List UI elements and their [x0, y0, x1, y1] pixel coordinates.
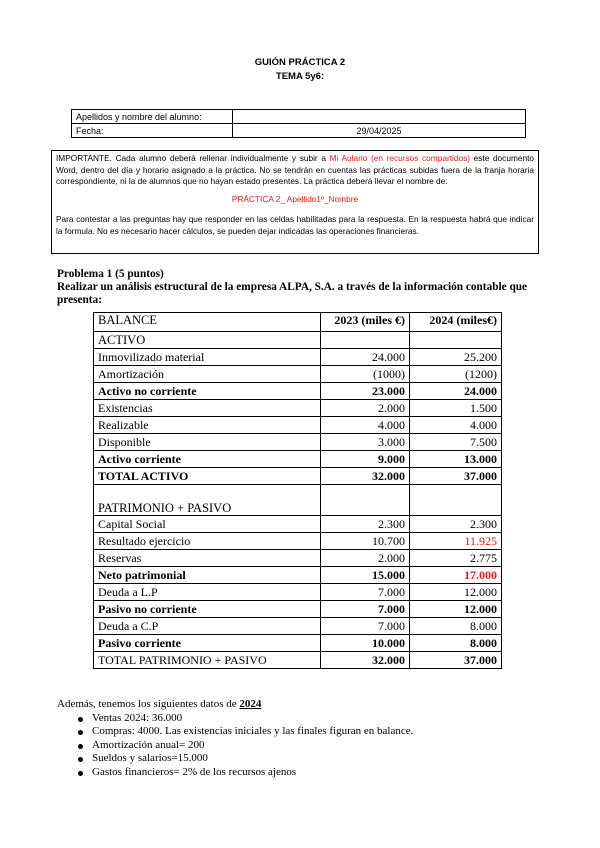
problem-title: Problema 1 (5 puntos) [57, 268, 164, 280]
row-2023: (1000) [321, 366, 410, 383]
student-name-label: Apellidos y nombre del alumno: [72, 110, 233, 124]
row-2023: 2.300 [321, 516, 410, 533]
row-2023 [321, 485, 410, 516]
intro-text: Además, tenemos los siguientes datos de [57, 698, 240, 710]
date-row [72, 124, 526, 138]
table-row [94, 349, 502, 366]
table-row [94, 468, 502, 485]
row-2024: 2.775 [410, 550, 502, 567]
row-2024: 37.000 [410, 468, 502, 485]
notice-paragraph-2: Para contestar a las preguntas hay que responder en las celdas habilitadas para la respuesta. En la respuesta habrá que indicar la formula. No es necesario hacer cálculos, se pueden dejar indicadas las operaciones financieras. [56, 214, 534, 236]
row-label: Resultado ejercicio [94, 533, 321, 550]
row-label: Neto patrimonial [94, 567, 321, 584]
notice-filename: PRÁCTICA 2_ Apellido1º_Nombre [231, 193, 359, 204]
bullet-icon [78, 771, 83, 776]
row-label: Amortización [94, 366, 321, 383]
row-2023: 7.000 [321, 601, 410, 618]
row-2024: (1200) [410, 366, 502, 383]
row-2023: 10.000 [321, 635, 410, 652]
list-item [92, 752, 577, 766]
table-row [94, 383, 502, 400]
row-label: PATRIMONIO + PASIVO [94, 485, 321, 516]
notice-paragraph-1 [56, 153, 534, 188]
bullet-icon [78, 730, 83, 735]
row-2024: 4.000 [410, 417, 502, 434]
row-2023: 7.000 [321, 584, 410, 601]
table-row [94, 550, 502, 567]
row-2024: 11.925 [410, 533, 502, 550]
row-2024: 24.000 [410, 383, 502, 400]
table-row [94, 652, 502, 669]
bullet-icon [78, 717, 83, 722]
row-2024 [410, 332, 502, 349]
row-2023: 23.000 [321, 383, 410, 400]
balance-header-row [94, 313, 502, 332]
table-row [94, 567, 502, 584]
row-2023: 7.000 [321, 618, 410, 635]
row-label: Deuda a L.P [94, 584, 321, 601]
row-label: Activo no corriente [94, 383, 321, 400]
row-label: Realizable [94, 417, 321, 434]
row-label: Activo corriente [94, 451, 321, 468]
table-row [94, 451, 502, 468]
row-label: Disponible [94, 434, 321, 451]
notice-text-a: IMPORTANTE. Cada alumno deberá rellenar individualmente y subir a [56, 153, 330, 163]
row-2023: 2.000 [321, 400, 410, 417]
list-item [92, 766, 577, 780]
row-2024: 2.300 [410, 516, 502, 533]
row-2023: 32.000 [321, 652, 410, 669]
intro-year: 2024 [239, 698, 262, 710]
data-list [57, 712, 577, 780]
row-2023: 24.000 [321, 349, 410, 366]
row-2024: 7.500 [410, 434, 502, 451]
row-label: Capital Social [94, 516, 321, 533]
table-row [94, 533, 502, 550]
list-item [92, 739, 577, 753]
row-2024: 8.000 [410, 618, 502, 635]
additional-data-intro [57, 698, 577, 712]
row-2023: 3.000 [321, 434, 410, 451]
row-2024: 25.200 [410, 349, 502, 366]
row-2023: 15.000 [321, 567, 410, 584]
row-2024: 12.000 [410, 601, 502, 618]
table-row [94, 332, 502, 349]
student-info-table [71, 109, 526, 138]
table-row [94, 485, 502, 516]
table-row [94, 417, 502, 434]
list-item-text: Sueldos y salarios=15.000 [92, 752, 208, 765]
student-name-field[interactable] [233, 110, 526, 124]
row-2023: 2.000 [321, 550, 410, 567]
balance-table [93, 312, 502, 669]
list-item-text: Amortización anual= 200 [92, 738, 205, 751]
list-item-text: Compras: 4000. Las existencias iniciales y las finales figuran en balance. [92, 725, 414, 738]
row-label: Inmovilizado material [94, 349, 321, 366]
document-subtitle: TEMA 5y6: [275, 71, 325, 82]
balance-header-2024: 2024 (miles€) [410, 313, 502, 332]
list-item [92, 725, 577, 739]
student-name-row [72, 110, 526, 124]
row-2023: 9.000 [321, 451, 410, 468]
bullet-icon [78, 757, 83, 762]
row-2024: 1.500 [410, 400, 502, 417]
table-row [94, 618, 502, 635]
problem-statement: Realizar un análisis estructural de la empresa ALPA, S.A. a través de la información contable que presenta: [57, 281, 528, 306]
notice-text-b: este documento Word, dentro del día y horario asignado a la práctica. No se tendrán en cuentas las prácticas subidas fuera de la franja horaria correspondiente, ni la de alumnos que no hayan estado presentes. La práctica deberá llevar el nombre de: [56, 153, 534, 187]
row-2024: 8.000 [410, 635, 502, 652]
list-item-text: Gastos financieros= 2% de los recursos ajenos [92, 765, 297, 778]
row-label: Deuda a C.P [94, 618, 321, 635]
document-title: GUIÓN PRÁCTICA 2 [254, 57, 346, 68]
table-row [94, 400, 502, 417]
table-row [94, 584, 502, 601]
table-row [94, 635, 502, 652]
date-label: Fecha: [72, 124, 233, 138]
row-2023: 4.000 [321, 417, 410, 434]
row-2023: 32.000 [321, 468, 410, 485]
problem-1 [57, 268, 557, 307]
list-item-text: Ventas 2024: 36.000 [92, 711, 183, 724]
row-label: ACTIVO [94, 332, 321, 349]
table-row [94, 601, 502, 618]
row-2024: 37.000 [410, 652, 502, 669]
list-item [92, 712, 577, 726]
row-2024: 12.000 [410, 584, 502, 601]
notice-highlight: Mi Aulario (en recursos compartidos) [329, 153, 470, 163]
row-2024 [410, 485, 502, 516]
row-label: Existencias [94, 400, 321, 417]
table-row [94, 366, 502, 383]
important-notice [51, 150, 539, 254]
additional-data [57, 698, 577, 780]
row-label: Reservas [94, 550, 321, 567]
balance-header-label: BALANCE [94, 313, 321, 332]
row-label: TOTAL ACTIVO [94, 468, 321, 485]
row-2023 [321, 332, 410, 349]
row-2024: 13.000 [410, 451, 502, 468]
row-label: TOTAL PATRIMONIO + PASIVO [94, 652, 321, 669]
row-label: Pasivo corriente [94, 635, 321, 652]
row-2023: 10.700 [321, 533, 410, 550]
table-row [94, 516, 502, 533]
row-label: Pasivo no corriente [94, 601, 321, 618]
table-row [94, 434, 502, 451]
bullet-icon [78, 744, 83, 749]
date-field[interactable]: 29/04/2025 [233, 124, 526, 138]
balance-header-2023: 2023 (miles €) [321, 313, 410, 332]
row-2024: 17.000 [410, 567, 502, 584]
